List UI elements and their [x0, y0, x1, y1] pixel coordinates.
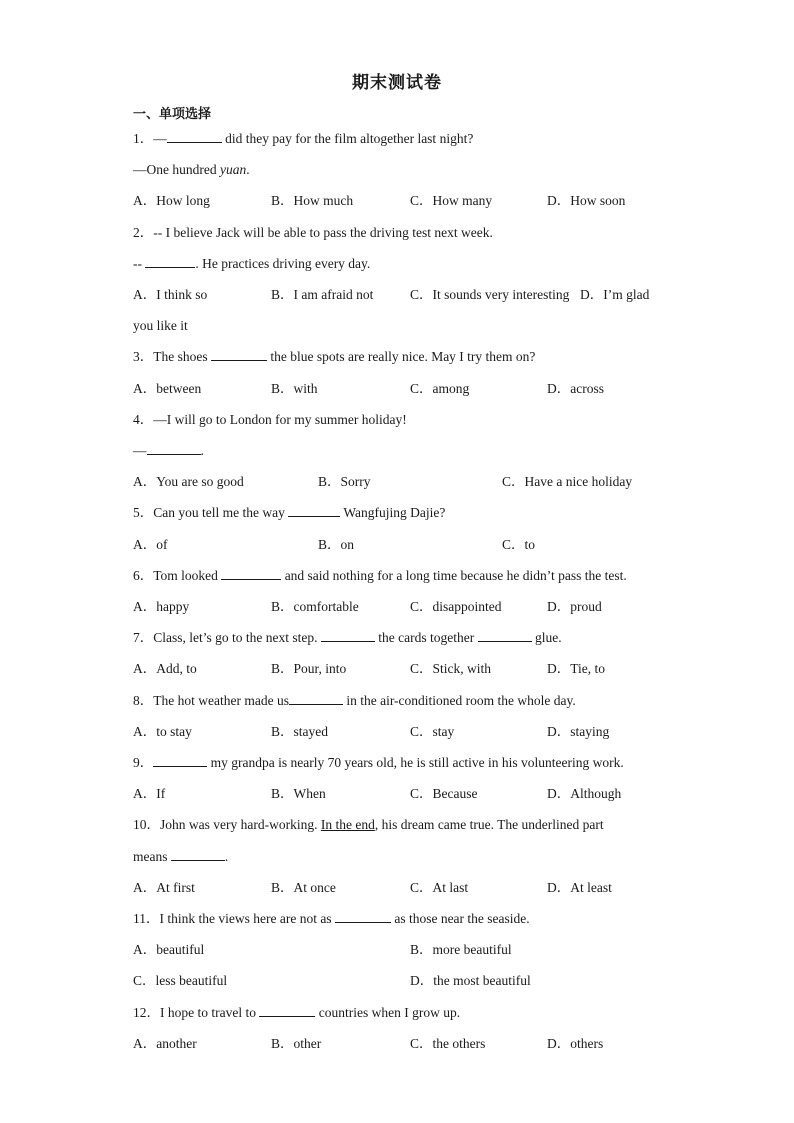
question-10-wrap: means . [133, 849, 229, 864]
question-2-reply: -- . He practices driving every day. [133, 256, 371, 271]
option-9d[interactable]: D．Although [547, 786, 622, 801]
option-5c[interactable]: C．to [502, 537, 536, 552]
option-8d[interactable]: D．staying [547, 724, 610, 739]
question-7: 7．Class, let’s go to the next step. the cards together glue. [133, 630, 562, 645]
option-11b[interactable]: B．more beautiful [410, 942, 512, 957]
option-2c[interactable]: C．It sounds very interesting [410, 287, 570, 302]
answer-blank[interactable] [335, 910, 391, 923]
answer-blank[interactable] [153, 754, 207, 767]
answer-blank[interactable] [478, 629, 532, 642]
question-4-reply: — . [133, 443, 204, 458]
question-11: 11．I think the views here are not as as those near the seaside. [133, 911, 530, 926]
option-3c[interactable]: C．among [410, 381, 470, 396]
option-6d[interactable]: D．proud [547, 599, 602, 614]
option-7c[interactable]: C．Stick, with [410, 661, 492, 676]
option-5a[interactable]: A．of [133, 537, 168, 552]
option-6a[interactable]: A．happy [133, 599, 190, 614]
option-3b[interactable]: B．with [271, 381, 318, 396]
question-2: 2．-- I believe Jack will be able to pass the driving test next week. [133, 225, 493, 240]
section-heading: 一、单项选择 [133, 107, 212, 122]
question-4: 4．—I will go to London for my summer holiday! [133, 412, 407, 427]
option-4a[interactable]: A．You are so good [133, 474, 244, 489]
option-12c[interactable]: C．the others [410, 1036, 486, 1051]
question-9: 9． my grandpa is nearly 70 years old, he is still active in his volunteering work. [133, 755, 624, 770]
question-8: 8．The hot weather made us in the air-conditioned room the whole day. [133, 693, 576, 708]
option-1c[interactable]: C．How many [410, 193, 493, 208]
option-8b[interactable]: B．stayed [271, 724, 328, 739]
question-5: 5．Can you tell me the way Wangfujing Dajie? [133, 505, 446, 520]
option-8c[interactable]: C．stay [410, 724, 455, 739]
answer-blank[interactable] [167, 130, 222, 143]
option-9c[interactable]: C．Because [410, 786, 478, 801]
option-4b[interactable]: B．Sorry [318, 474, 371, 489]
question-10: 10．John was very hard-working. In the end, his dream came true. The underlined part [133, 817, 604, 832]
option-7d[interactable]: D．Tie, to [547, 661, 606, 676]
option-3d[interactable]: D．across [547, 381, 604, 396]
option-2d-wrap: you like it [133, 318, 188, 333]
option-3a[interactable]: A．between [133, 381, 202, 396]
option-4c[interactable]: C．Have a nice holiday [502, 474, 633, 489]
answer-blank[interactable] [145, 255, 195, 268]
question-1-reply: —One hundred yuan. [133, 162, 250, 177]
option-8a[interactable]: A．to stay [133, 724, 192, 739]
option-6c[interactable]: C．disappointed [410, 599, 502, 614]
option-9a[interactable]: A．If [133, 786, 166, 801]
question-3: 3．The shoes the blue spots are really nice. May I try them on? [133, 349, 536, 364]
option-12a[interactable]: A．another [133, 1036, 197, 1051]
option-2d[interactable]: D．I’m glad [580, 287, 650, 302]
option-2b[interactable]: B．I am afraid not [271, 287, 374, 302]
option-5b[interactable]: B．on [318, 537, 355, 552]
option-11d[interactable]: D．the most beautiful [410, 973, 531, 988]
question-6: 6．Tom looked and said nothing for a long time because he didn’t pass the test. [133, 568, 627, 583]
option-10d[interactable]: D．At least [547, 880, 612, 895]
option-11a[interactable]: A．beautiful [133, 942, 205, 957]
option-9b[interactable]: B．When [271, 786, 326, 801]
answer-blank[interactable] [288, 504, 340, 517]
option-10a[interactable]: A．At first [133, 880, 195, 895]
option-7a[interactable]: A．Add, to [133, 661, 197, 676]
option-12d[interactable]: D．others [547, 1036, 604, 1051]
option-10b[interactable]: B．At once [271, 880, 336, 895]
option-12b[interactable]: B．other [271, 1036, 322, 1051]
question-12: 12．I hope to travel to countries when I grow up. [133, 1005, 461, 1020]
option-11c[interactable]: C．less beautiful [133, 973, 228, 988]
question-1: 1．— did they pay for the film altogether last night? [133, 131, 474, 146]
option-1b[interactable]: B．How much [271, 193, 354, 208]
answer-blank[interactable] [289, 692, 343, 705]
underlined-phrase: In the end [320, 817, 375, 832]
option-1d[interactable]: D．How soon [547, 193, 626, 208]
answer-blank[interactable] [259, 1004, 315, 1017]
option-1a[interactable]: A．How long [133, 193, 210, 208]
option-6b[interactable]: B．comfortable [271, 599, 359, 614]
page-title: 期末测试卷 [352, 73, 442, 93]
option-2a[interactable]: A．I think so [133, 287, 208, 302]
answer-blank[interactable] [321, 629, 375, 642]
answer-blank[interactable] [171, 848, 225, 861]
answer-blank[interactable] [147, 442, 201, 455]
answer-blank[interactable] [211, 348, 267, 361]
option-10c[interactable]: C．At last [410, 880, 469, 895]
option-7b[interactable]: B．Pour, into [271, 661, 347, 676]
answer-blank[interactable] [221, 567, 281, 580]
